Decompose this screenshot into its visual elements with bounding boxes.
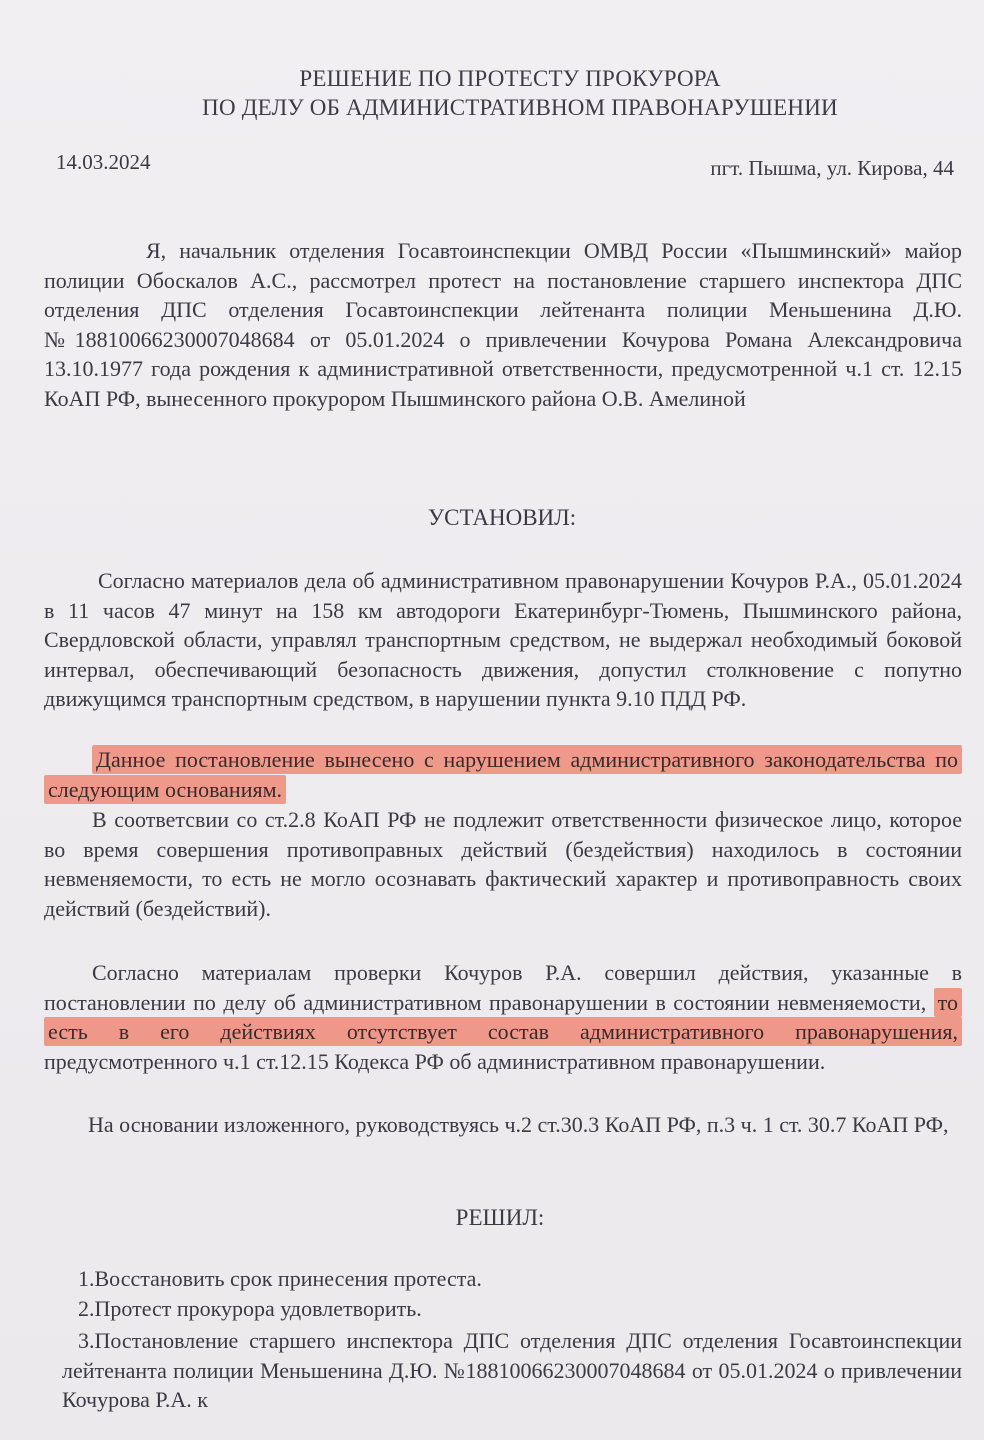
heading-established: УСТАНОВИЛ: xyxy=(427,505,577,530)
decision-item-1: 1.Восстановить срок принесения протеста. xyxy=(78,1266,482,1291)
check-text-part1: Согласно материалам проверки Кочуров Р.А. совершил действия, указанные в постановлении по делу об административном правонарушении в состоянии невменяемости, xyxy=(44,960,962,1015)
article-paragraph: В соответсвии со ст.2.8 КоАП РФ не подлежит ответственности физическое лицо, которое во время совершения противоправных действий (бездействия) находилось в состоянии невменяемости, то есть не могло осознавать фактический характер и противоправность своих действий (бездействий). xyxy=(44,807,962,921)
violation-highlight: Данное постановление вынесено с нарушением административного законодательства по следующим основаниям. xyxy=(44,745,962,804)
check-text-part2: предусмотренного ч.1 ст.12.15 Кодекса РФ об административном правонарушении. xyxy=(44,1048,826,1074)
check-paragraph xyxy=(44,958,962,1076)
document-place: пгт. Пышма, ул. Кирова, 44 xyxy=(710,156,954,180)
document-title-line2: ПО ДЕЛУ ОБ АДМИНИСТРАТИВНОМ ПРАВОНАРУШЕНИИ xyxy=(202,95,838,120)
materials-paragraph: Согласно материалов дела об административном правонарушении Кочуров Р.А., 05.01.2024 в 11 часов 47 минут на 158 км автодороги Екатеринбург-Тюмень, Пышминского района, Свердловской области, управлял транспортным средством, не выдержал необходимый боковой интервал, обеспечивающий безопасность движения, допустил столкновение с попутно движущимся транспортным средством, в нарушении пункта 9.10 ПДД РФ. xyxy=(44,568,962,711)
decision-item-3: 3.Постановление старшего инспектора ДПС отделения ДПС отделения Госавтоинспекции лейтенанта полиции Меньшенина Д.Ю. №18810066230007048684 от 05.01.2024 о привлечении Кочурова Р.А. к xyxy=(62,1328,962,1412)
heading-decided: РЕШИЛ: xyxy=(455,1205,545,1230)
check-highlight: то есть в его действиях отсутствует состав административного правонарушения, xyxy=(44,988,962,1047)
document-title-line1: РЕШЕНИЕ ПО ПРОТЕСТУ ПРОКУРОРА xyxy=(299,66,721,91)
violation-paragraph xyxy=(44,745,962,804)
intro-paragraph: Я, начальник отделения Госавтоинспекции ОМВД России «Пышминский» майор полиции Обоскалов А.С., рассмотрел протест на постановление старшего инспектора ДПС отделения ДПС отделения Госавтоинспекции лейтенанта полиции Меньшенина Д.Ю. №18810066230007048684 от 05.01.2024 о привлечении Кочурова Романа Александровича 13.10.1977 года рождения к административной ответственности, предусмотренной ч.1 ст. 12.15 КоАП РФ, вынесенного прокурором Пышминского района О.В. Амелиной xyxy=(44,238,962,411)
document-date: 14.03.2024 xyxy=(56,150,151,174)
decision-item-2: 2.Протест прокурора удовлетворить. xyxy=(78,1296,422,1321)
basis-paragraph: На основании изложенного, руководствуясь ч.2 ст.30.3 КоАП РФ, п.3 ч. 1 ст. 30.7 КоАП РФ, xyxy=(88,1112,949,1137)
